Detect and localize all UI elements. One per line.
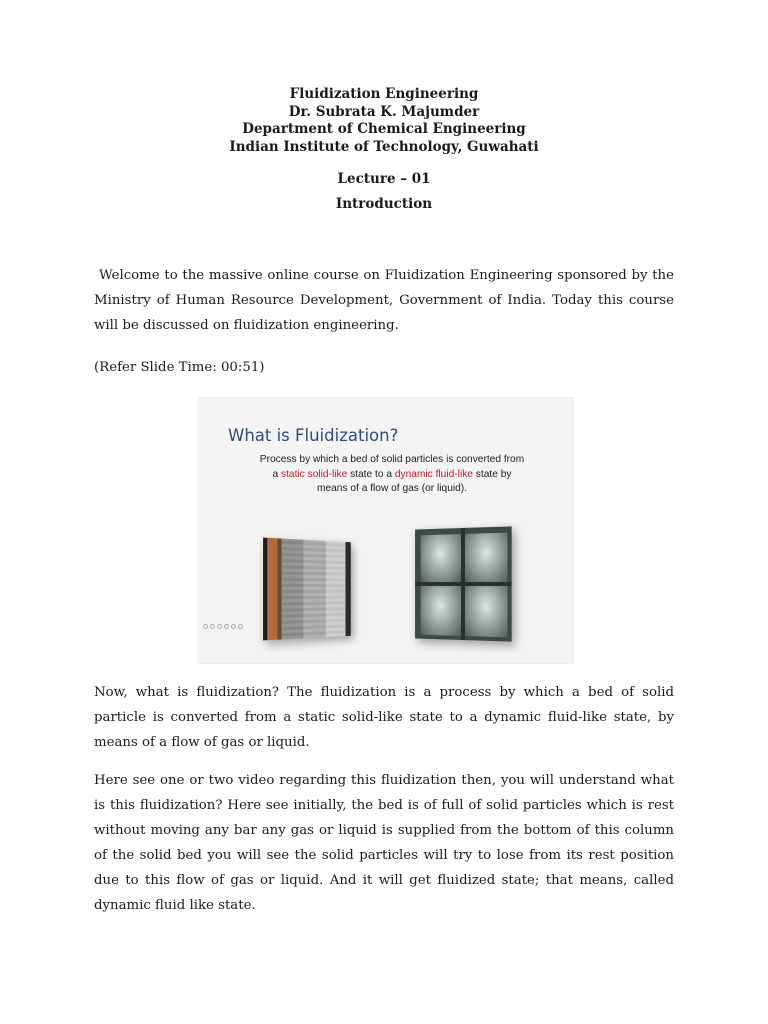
lecture-slide-image <box>198 397 574 664</box>
slide-text-c: state by means of a flow of gas (or liquid). <box>316 468 512 494</box>
course-title: Fluidization Engineering <box>289 86 479 102</box>
slide-title: What is Fluidization? <box>228 426 399 445</box>
department-name: Department of Chemical Engineering <box>242 121 526 137</box>
institute-name: Indian Institute of Technology, Guwahati <box>229 138 539 155</box>
slide-text-a: Process by which a bed of solid particles is converted from a <box>259 454 525 480</box>
welcome-paragraph: Welcome to the massive online course on Fluidization Engineering sponsored by the Ministry of Human Resource Development, Government of India. Today this course will be discussed on fluidization engineering. <box>94 268 674 333</box>
definition-paragraph: Now, what is fluidization? The fluidization is a process by which a bed of solid particle is converted from a static solid-like state to a dynamic fluid-like state, by means of a flow of gas or liquid. <box>94 685 674 750</box>
lecture-number: Lecture – 01 <box>337 171 431 187</box>
instructor-name: Dr. Subrata K. Majumder <box>288 103 480 120</box>
slide-highlight-static: static solid-like <box>281 468 348 480</box>
slide-text-b: state to a <box>347 468 395 480</box>
lecture-topic: Introduction <box>335 196 433 212</box>
refer-slide-time: (Refer Slide Time: 00:51) <box>94 360 265 375</box>
slide-nav-icons <box>203 624 243 629</box>
video-paragraph: Here see one or two video regarding this fluidization then, you will understand what is this fluidization? Here see initially, the bed is of full of solid particles which is rest without moving any bar any gas or liquid is supplied from the bottom of this column of the solid bed you will see the solid particles will try to lose from its rest position due to this flow of gas or liquid. And it will get fluidized state; that means, called dynamic fluid like state. <box>94 773 674 913</box>
slide-body-text <box>257 453 527 497</box>
slide-highlight-dynamic: dynamic fluid-like <box>394 468 473 480</box>
fluidized-bed-photo <box>415 526 512 641</box>
document-header <box>0 86 768 156</box>
packed-bed-photo <box>263 538 351 641</box>
